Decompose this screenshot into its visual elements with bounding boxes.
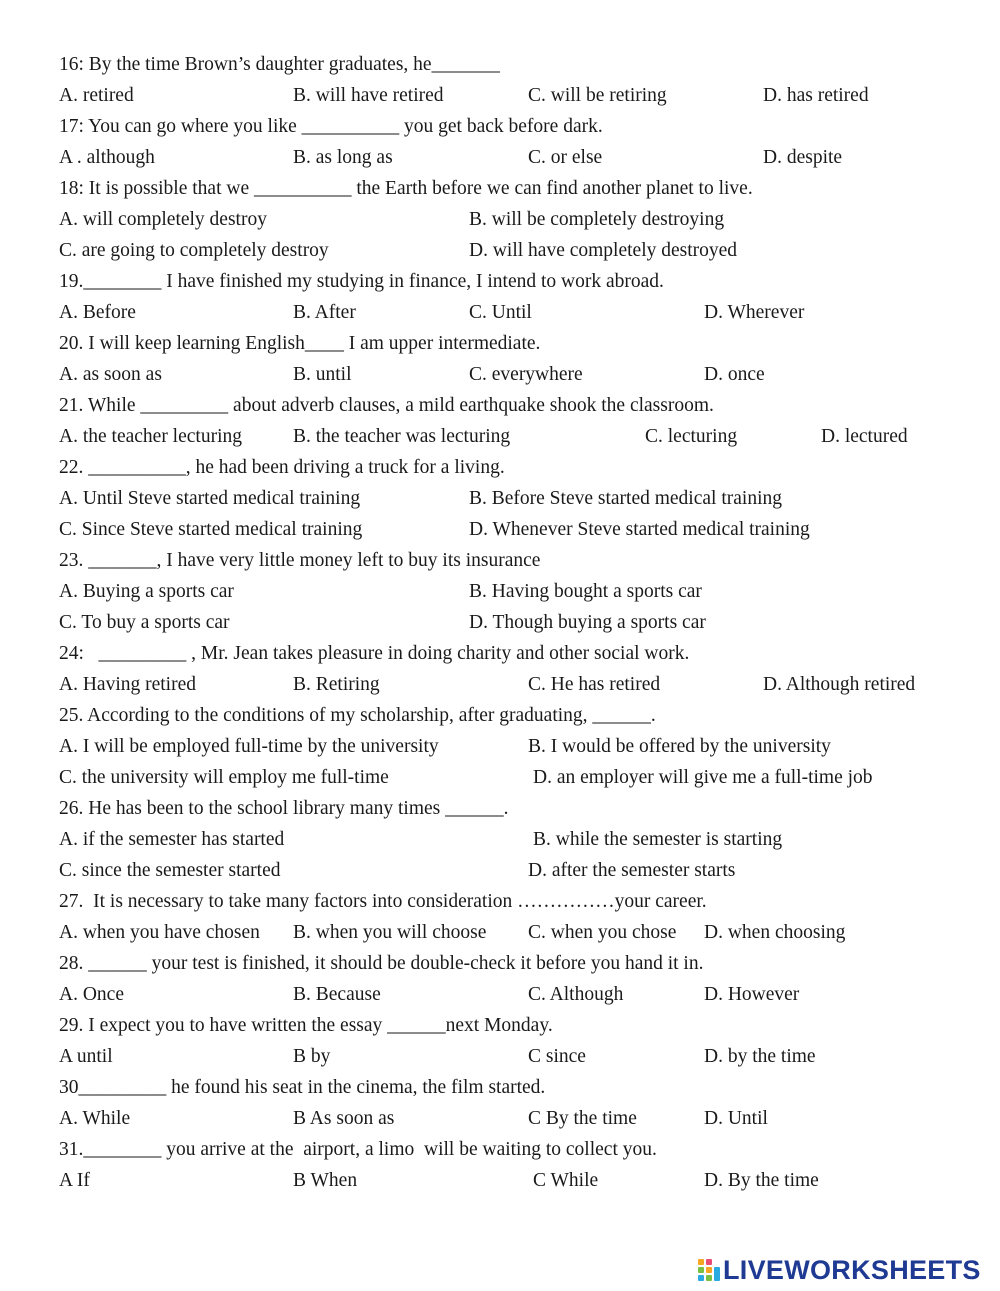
option-b[interactable]: B. until bbox=[293, 364, 352, 385]
option-d[interactable]: D. despite bbox=[763, 147, 843, 168]
option-b[interactable]: B. Before Steve started medical training bbox=[469, 488, 782, 509]
options-line bbox=[0, 147, 1000, 178]
question-line bbox=[0, 953, 1000, 984]
option-b[interactable]: B. I would be offered by the university bbox=[528, 736, 831, 757]
options-line bbox=[0, 488, 1000, 519]
question-text: 23. _______, I have very little money left to buy its insurance bbox=[59, 550, 541, 571]
option-d[interactable]: D. when choosing bbox=[704, 922, 846, 943]
option-b[interactable]: B When bbox=[293, 1170, 358, 1191]
option-c[interactable]: C While bbox=[533, 1170, 599, 1191]
option-d[interactable]: D. by the time bbox=[704, 1046, 816, 1067]
question-line bbox=[0, 395, 1000, 426]
option-d[interactable]: D. However bbox=[704, 984, 800, 1005]
option-c[interactable]: C. To buy a sports car bbox=[59, 612, 230, 633]
liveworksheets-logo bbox=[698, 1254, 981, 1286]
question-text: 21. While _________ about adverb clauses, a mild earthquake shook the classroom. bbox=[59, 395, 714, 416]
options-line bbox=[0, 240, 1000, 271]
option-c[interactable]: C. when you chose bbox=[528, 922, 677, 943]
option-a[interactable]: A until bbox=[59, 1046, 113, 1067]
option-d[interactable]: D. Although retired bbox=[763, 674, 916, 695]
option-c[interactable]: C By the time bbox=[528, 1108, 637, 1129]
option-b[interactable]: B. Having bought a sports car bbox=[469, 581, 702, 602]
option-c[interactable]: C. or else bbox=[528, 147, 603, 168]
option-c[interactable]: C. Until bbox=[469, 302, 532, 323]
question-line bbox=[0, 457, 1000, 488]
question-line bbox=[0, 798, 1000, 829]
question-text: 16: By the time Brown’s daughter graduates, he_______ bbox=[59, 54, 500, 75]
question-line bbox=[0, 550, 1000, 581]
question-text: 30_________ he found his seat in the cinema, the film started. bbox=[59, 1077, 546, 1098]
option-a[interactable]: A. the teacher lecturing bbox=[59, 426, 242, 447]
options-line bbox=[0, 209, 1000, 240]
option-a[interactable]: A. Before bbox=[59, 302, 136, 323]
options-line bbox=[0, 984, 1000, 1015]
option-a[interactable]: A. Buying a sports car bbox=[59, 581, 234, 602]
option-c[interactable]: C. since the semester started bbox=[59, 860, 281, 881]
option-c[interactable]: C since bbox=[528, 1046, 586, 1067]
option-d[interactable]: D. Whenever Steve started medical training bbox=[469, 519, 810, 540]
question-text: 29. I expect you to have written the essay ______next Monday. bbox=[59, 1015, 553, 1036]
options-line bbox=[0, 1108, 1000, 1139]
brand-name: LIVEWORKSHEETS bbox=[723, 1254, 981, 1285]
option-c[interactable]: C. lecturing bbox=[645, 426, 738, 447]
option-a[interactable]: A. will completely destroy bbox=[59, 209, 267, 230]
option-b[interactable]: B. Retiring bbox=[293, 674, 380, 695]
option-c[interactable]: C. Although bbox=[528, 984, 624, 1005]
options-line bbox=[0, 860, 1000, 891]
option-d[interactable]: D. lectured bbox=[821, 426, 908, 447]
option-a[interactable]: A. Until Steve started medical training bbox=[59, 488, 361, 509]
question-line bbox=[0, 178, 1000, 209]
options-line bbox=[0, 581, 1000, 612]
option-b[interactable]: B. the teacher was lecturing bbox=[293, 426, 511, 447]
options-line bbox=[0, 829, 1000, 860]
question-line bbox=[0, 891, 1000, 922]
option-a[interactable]: A. when you have chosen bbox=[59, 922, 260, 943]
options-line bbox=[0, 922, 1000, 953]
option-d[interactable]: D. Wherever bbox=[704, 302, 805, 323]
option-c[interactable]: C. are going to completely destroy bbox=[59, 240, 329, 261]
options-line bbox=[0, 426, 1000, 457]
question-line bbox=[0, 54, 1000, 85]
option-a[interactable]: A. if the semester has started bbox=[59, 829, 285, 850]
options-line bbox=[0, 736, 1000, 767]
question-text: 22. __________, he had been driving a truck for a living. bbox=[59, 457, 505, 478]
option-d[interactable]: D. Though buying a sports car bbox=[469, 612, 706, 633]
options-line bbox=[0, 1170, 1000, 1201]
option-b[interactable]: B. as long as bbox=[293, 147, 393, 168]
option-d[interactable]: D. once bbox=[704, 364, 765, 385]
option-d[interactable]: D. after the semester starts bbox=[528, 860, 736, 881]
option-a[interactable]: A. Once bbox=[59, 984, 124, 1005]
option-c[interactable]: C. Since Steve started medical training bbox=[59, 519, 363, 540]
option-a[interactable]: A. as soon as bbox=[59, 364, 162, 385]
question-line bbox=[0, 271, 1000, 302]
option-a[interactable]: A. While bbox=[59, 1108, 131, 1129]
question-text: 31.________ you arrive at the airport, a limo will be waiting to collect you. bbox=[59, 1139, 657, 1160]
logo-blocks-icon bbox=[698, 1257, 720, 1283]
options-line bbox=[0, 519, 1000, 550]
question-line bbox=[0, 643, 1000, 674]
question-text: 27. It is necessary to take many factors into consideration ……………your career. bbox=[59, 891, 707, 912]
options-line bbox=[0, 302, 1000, 333]
option-c[interactable]: C. everywhere bbox=[469, 364, 583, 385]
question-text: 17: You can go where you like __________ you get back before dark. bbox=[59, 116, 603, 137]
option-b[interactable]: B. when you will choose bbox=[293, 922, 487, 943]
question-text: 25. According to the conditions of my scholarship, after graduating, ______. bbox=[59, 705, 656, 726]
question-line bbox=[0, 1077, 1000, 1108]
question-text: 24: _________ , Mr. Jean takes pleasure in doing charity and other social work. bbox=[59, 643, 690, 664]
question-text: 19.________ I have finished my studying in finance, I intend to work abroad. bbox=[59, 271, 664, 292]
option-b[interactable]: B. will be completely destroying bbox=[469, 209, 725, 230]
option-d[interactable]: D. will have completely destroyed bbox=[469, 240, 738, 261]
option-b[interactable]: B. while the semester is starting bbox=[533, 829, 783, 850]
options-line bbox=[0, 767, 1000, 798]
option-b[interactable]: B As soon as bbox=[293, 1108, 395, 1129]
options-line bbox=[0, 1046, 1000, 1077]
option-c[interactable]: C. the university will employ me full-time bbox=[59, 767, 389, 788]
options-line bbox=[0, 364, 1000, 395]
option-d[interactable]: D. By the time bbox=[704, 1170, 819, 1191]
option-a[interactable]: A. retired bbox=[59, 85, 134, 106]
option-d[interactable]: D. has retired bbox=[763, 85, 869, 106]
question-line bbox=[0, 1015, 1000, 1046]
option-d[interactable]: D. an employer will give me a full-time job bbox=[533, 767, 873, 788]
option-b[interactable]: B by bbox=[293, 1046, 331, 1067]
question-line bbox=[0, 116, 1000, 147]
option-a[interactable]: A. Having retired bbox=[59, 674, 196, 695]
question-text: 28. ______ your test is finished, it should be double-check it before you hand it in. bbox=[59, 953, 704, 974]
option-b[interactable]: B. Because bbox=[293, 984, 381, 1005]
question-line bbox=[0, 1139, 1000, 1170]
options-line bbox=[0, 612, 1000, 643]
question-line bbox=[0, 333, 1000, 364]
option-a[interactable]: A If bbox=[59, 1170, 90, 1191]
option-a[interactable]: A . although bbox=[59, 147, 155, 168]
question-text: 18: It is possible that we __________ the Earth before we can find another planet to live. bbox=[59, 178, 753, 199]
option-a[interactable]: A. I will be employed full-time by the university bbox=[59, 736, 439, 757]
options-line bbox=[0, 85, 1000, 116]
option-c[interactable]: C. will be retiring bbox=[528, 85, 667, 106]
question-line bbox=[0, 705, 1000, 736]
option-b[interactable]: B. will have retired bbox=[293, 85, 444, 106]
option-c[interactable]: C. He has retired bbox=[528, 674, 661, 695]
option-b[interactable]: B. After bbox=[293, 302, 356, 323]
question-text: 20. I will keep learning English____ I am upper intermediate. bbox=[59, 333, 541, 354]
option-d[interactable]: D. Until bbox=[704, 1108, 768, 1129]
question-text: 26. He has been to the school library many times ______. bbox=[59, 798, 509, 819]
options-line bbox=[0, 674, 1000, 705]
